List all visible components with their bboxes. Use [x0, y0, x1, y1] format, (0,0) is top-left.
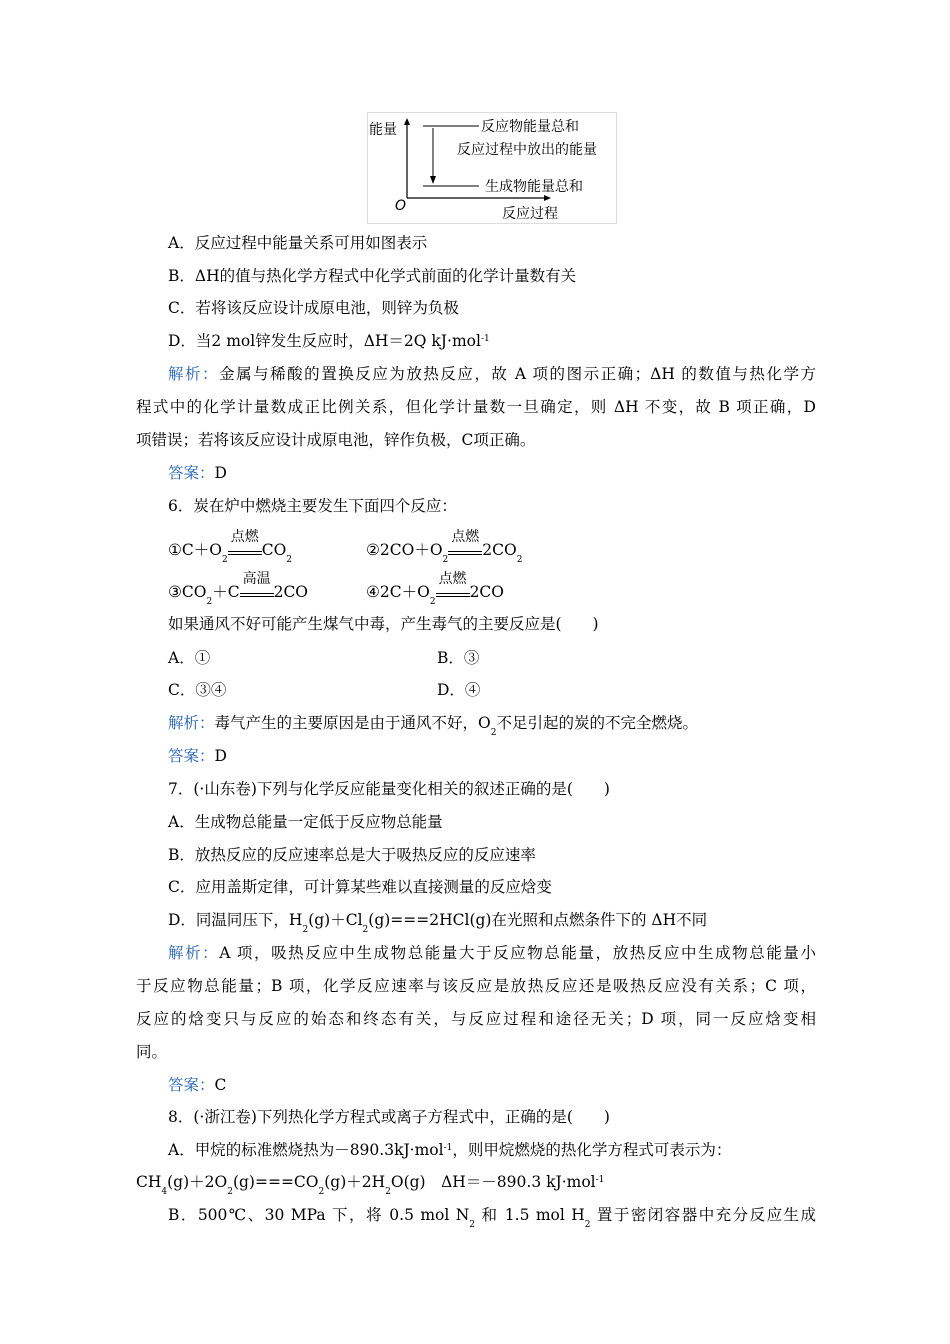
r4-condition-text: 点燃 — [438, 571, 467, 587]
q5-analysis-line2: 程式中的化学计量数成正比例关系，但化学计量数一旦确定，则 ΔH 不变，故 B 项正确，D — [136, 398, 816, 416]
q8-option-b — [168, 1205, 816, 1228]
q5-option-d-sup: -1 — [480, 334, 490, 344]
q7-option-d-a: D．同温同压下，H — [168, 911, 303, 929]
r4-right: 2CO — [469, 583, 504, 601]
r3-sub: 2 — [206, 597, 213, 607]
r1-left: ①C＋O — [168, 541, 222, 559]
q6-option-a: A．① — [168, 649, 211, 667]
r4-left: ④2C＋O — [366, 583, 430, 601]
q7-option-a: A．生成物总能量一定低于反应物总能量 — [168, 813, 443, 831]
q7-option-d-b: (g)＋Cl — [308, 911, 363, 929]
r2-right-sub: 2 — [516, 555, 523, 565]
q7-answer-value: C — [214, 1076, 227, 1094]
q6-stem: 6．炭在炉中燃烧主要发生下面四个反应： — [168, 497, 457, 515]
q5-option-d — [168, 331, 490, 354]
r1-right: CO — [261, 541, 287, 559]
eq-b: (g)＋2O — [167, 1173, 228, 1191]
q5-analysis-line1 — [168, 364, 816, 384]
y-axis-label: 能量 — [369, 122, 397, 138]
r2-sub: 2 — [442, 555, 449, 565]
r2-right: 2CO — [482, 541, 517, 559]
q6-analysis-label: 解析： — [168, 714, 215, 732]
q7-analysis-label: 解析： — [168, 944, 220, 962]
q5-option-d-text: D．当2 mol锌发生反应时，ΔH＝2Q kJ·mol — [168, 332, 481, 350]
q7-option-d-sub2: 2 — [362, 925, 369, 935]
eq-e: O(g) ΔH＝－890.3 kJ·mol — [390, 1173, 596, 1191]
r3-condition — [240, 571, 274, 597]
q6-option-c: C．③④ — [168, 681, 227, 699]
q7-analysis-line3: 反应的焓变只与反应的始态和终态有关，与反应过程和途径无关；D 项，同一反应焓变相 — [136, 1010, 816, 1028]
q6-question: 如果通风不好可能产生煤气中毒，产生毒气的主要反应是( ) — [168, 615, 599, 633]
energy-release-arrow-head — [430, 176, 436, 184]
q5-analysis-label: 解析： — [168, 365, 220, 383]
q6-option-b: B．③ — [437, 649, 480, 667]
origin-label: O — [395, 198, 407, 214]
middle-label: 反应过程中放出的能量 — [457, 142, 597, 158]
r2-left: ②2CO＋O — [366, 541, 443, 559]
q6-answer-label: 答案： — [168, 747, 215, 765]
q5-answer — [168, 463, 227, 483]
eq-a: CH — [136, 1173, 162, 1191]
q7-option-d-sub1: 2 — [302, 925, 309, 935]
y-axis-arrow — [404, 118, 410, 125]
eq-c: (g)===CO — [232, 1173, 319, 1191]
q6-answer — [168, 746, 227, 766]
eq-sup: -1 — [595, 1175, 605, 1185]
q6-analysis — [168, 713, 698, 736]
q6-analysis-text-b: 不足引起的炭的不完全燃烧。 — [496, 714, 698, 732]
r2-condition — [448, 529, 482, 555]
r1-condition-text: 点燃 — [230, 529, 259, 545]
q7-answer — [168, 1075, 226, 1095]
bottom-label: 生成物能量总和 — [485, 179, 583, 195]
q6-answer-value: D — [214, 747, 227, 765]
q6-reaction-2 — [366, 529, 523, 565]
eq-d: (g)＋2H — [324, 1173, 386, 1191]
r3-left: ③CO — [168, 583, 207, 601]
q8-option-b-a: B．500℃、30 MPa 下，将 0.5 mol N — [168, 1206, 470, 1224]
q8-option-b-c: 置于密闭容器中充分反应生成 — [596, 1206, 816, 1224]
r4-condition — [436, 571, 470, 597]
q6-analysis-text-a: 毒气产生的主要原因是由于通风不好，O — [214, 714, 491, 732]
q7-answer-label: 答案： — [168, 1076, 215, 1094]
r3-mid: ＋C — [212, 583, 240, 601]
q6-option-d: D．④ — [437, 681, 481, 699]
eq-sub4: 4 — [161, 1187, 168, 1197]
r2-condition-text: 点燃 — [451, 529, 480, 545]
q6-analysis-sub: 2 — [490, 728, 497, 738]
q5-option-b: B．ΔH的值与热化学方程式中化学式前面的化学计量数有关 — [168, 267, 577, 285]
q7-option-c: C．应用盖斯定律，可计算某些难以直接测量的反应焓变 — [168, 878, 552, 896]
q8-option-b-sub2: 2 — [584, 1220, 591, 1230]
q7-analysis-line1 — [168, 943, 816, 963]
r4-sub: 2 — [429, 597, 436, 607]
x-axis-arrow — [544, 195, 551, 201]
r3-condition-text: 高温 — [242, 571, 271, 587]
q7-stem: 7．(·山东卷)下列与化学反应能量变化相关的叙述正确的是( ) — [168, 780, 610, 798]
r3-right: 2CO — [273, 583, 309, 601]
q5-option-c: C．若将该反应设计成原电池，则锌为负极 — [168, 299, 459, 317]
q7-analysis-line2: 于反应物总能量；B 项，化学反应速率与该反应是放热反应还是吸热反应没有关系；C 项， — [136, 977, 816, 995]
q8-option-a-sup: -1 — [443, 1143, 453, 1153]
eq-sub2b: 2 — [318, 1187, 325, 1197]
q5-answer-value: D — [214, 464, 227, 482]
eq-sub2a: 2 — [227, 1187, 233, 1197]
q8-option-b-b: 和 1.5 mol H — [481, 1206, 585, 1224]
q6-reaction-4 — [366, 571, 504, 607]
top-label: 反应物能量总和 — [481, 119, 579, 135]
q7-analysis-text1: A 项，吸热反应中生成物总能量大于反应物总能量，放热反应中生成物总能量小 — [219, 944, 816, 962]
q7-option-d — [168, 910, 707, 933]
q7-option-d-c: (g)===2HCl(g)在光照和点燃条件下的 ΔH不同 — [368, 911, 708, 929]
q5-option-a: A．反应过程中能量关系可用如图表示 — [168, 234, 428, 252]
q8-stem: 8．(·浙江卷)下列热化学方程式或离子方程式中，正确的是( ) — [168, 1108, 610, 1126]
q5-answer-label: 答案： — [168, 464, 215, 482]
q8-option-a-text-b: ，则甲烷燃烧的热化学方程式可表示为： — [452, 1141, 732, 1159]
r1-condition — [228, 529, 262, 555]
eq-sub2c: 2 — [385, 1187, 391, 1197]
q5-analysis-text1: 金属与稀酸的置换反应为放热反应，故 A 项的图示正确；ΔH 的数值与热化学方 — [219, 365, 816, 383]
q6-reaction-1 — [168, 529, 293, 565]
q8-option-a-line1 — [168, 1140, 731, 1163]
q7-option-b: B．放热反应的反应速率总是大于吸热反应的反应速率 — [168, 846, 536, 864]
energy-diagram — [367, 112, 617, 224]
q5-analysis-line3: 项错误；若将该反应设计成原电池，锌作负极，C项正确。 — [136, 431, 536, 449]
x-axis-label: 反应过程 — [502, 206, 558, 222]
r1-right-sub: 2 — [286, 555, 293, 565]
q8-option-a-equation — [136, 1172, 604, 1195]
q8-option-b-sub1: 2 — [469, 1220, 476, 1230]
q7-analysis-line4: 同。 — [136, 1043, 168, 1061]
q8-option-a-text-a: A．甲烷的标准燃烧热为－890.3kJ·mol — [168, 1141, 444, 1159]
r1-sub: 2 — [221, 555, 228, 565]
q6-reaction-3 — [168, 571, 309, 607]
